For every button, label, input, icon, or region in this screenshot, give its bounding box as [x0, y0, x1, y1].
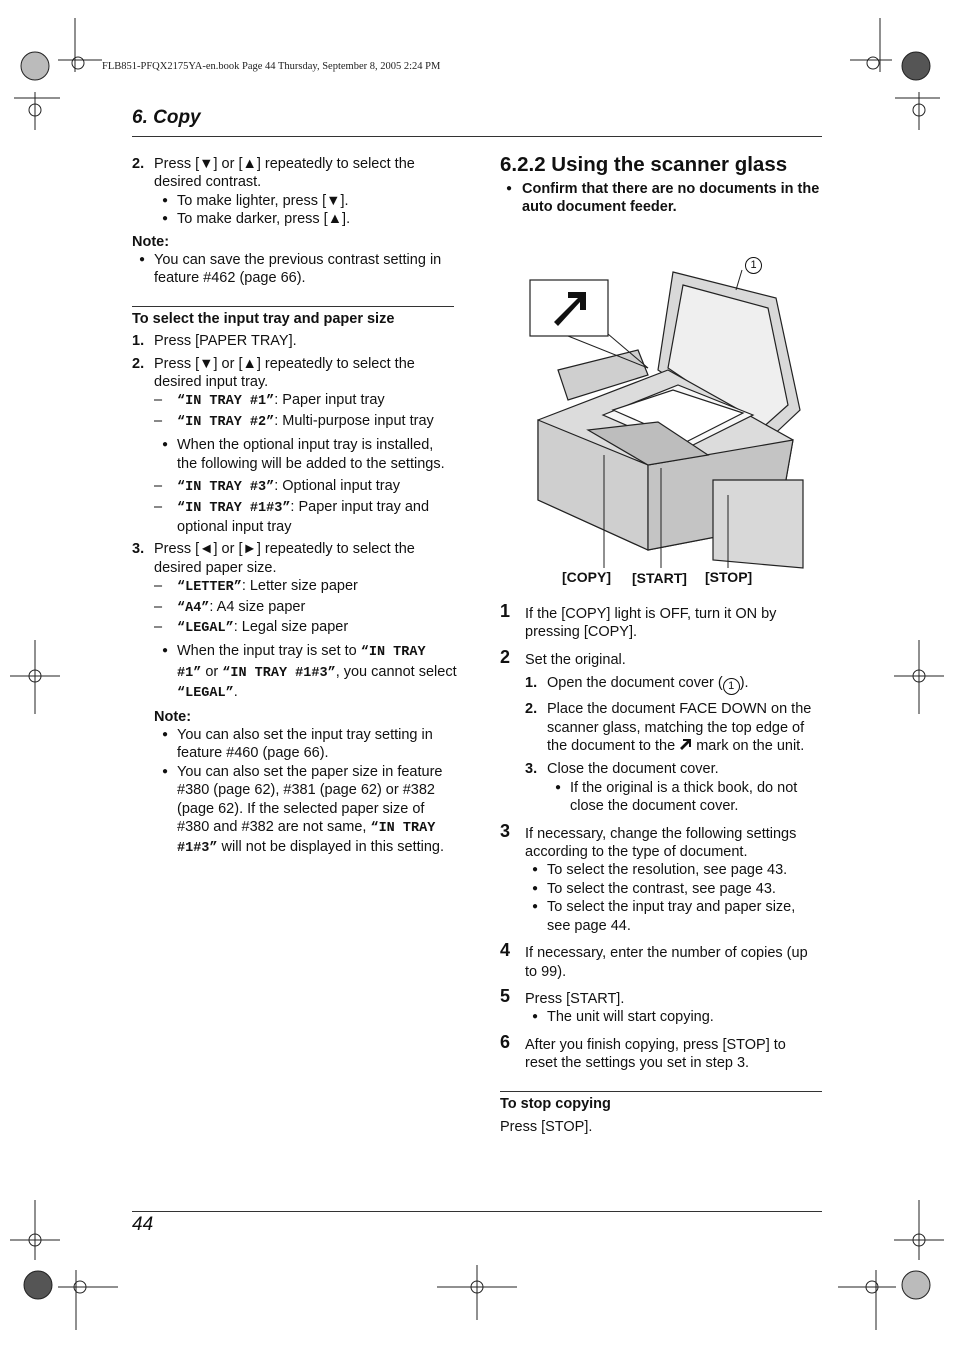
bullet-text: If the original is a thick book, do not close the document cover.	[570, 779, 798, 815]
step-text: Press [PAPER TRAY].	[154, 333, 297, 350]
text: , you cannot select	[335, 663, 457, 680]
text: ).	[739, 675, 749, 692]
step-text: Press [▼] or [▲] repeatedly to select the desired contrast.	[154, 156, 415, 191]
dash-item: – “IN TRAY #1#3”: Paper input tray and optional input tray	[154, 498, 430, 535]
callout-number: 1	[745, 257, 762, 274]
text: When the input tray is set to	[177, 643, 361, 660]
bullet-item	[132, 642, 457, 703]
left-column	[132, 155, 457, 859]
step	[132, 540, 457, 577]
stop-button-label: [STOP]	[705, 569, 753, 585]
option-text: : Paper input tray and optional input tray	[177, 498, 430, 535]
note-label: Note:	[154, 708, 192, 725]
chapter-title: 6. Copy	[132, 107, 201, 128]
step-text: If necessary, enter the number of copies (up to 99).	[525, 945, 808, 980]
step-text: Press [◄] or [►] repeatedly to select the desired paper size.	[154, 541, 415, 576]
step-text: Set the original.	[525, 651, 626, 668]
step	[500, 601, 822, 642]
bullet-item	[500, 861, 822, 879]
bullet-icon: ●	[532, 901, 539, 913]
section-title: 6.2.2 Using the scanner glass	[500, 153, 788, 176]
display-code: “LEGAL”	[177, 686, 234, 702]
bullet-icon: ●	[162, 439, 169, 451]
text: will not be displayed in this setting.	[217, 839, 445, 856]
dash-item: – “IN TRAY #3”: Optional input tray	[154, 478, 400, 496]
step-text: Press [START].	[525, 990, 625, 1007]
bullet-icon: ●	[162, 194, 169, 206]
right-steps	[500, 601, 822, 1136]
copy-button-label: [COPY]	[562, 569, 611, 585]
substep-number: 2.	[525, 701, 538, 718]
step-number: 1	[500, 601, 511, 621]
bullet-icon: ●	[532, 882, 539, 894]
step-number: 3.	[132, 541, 145, 558]
step-number: 2.	[132, 355, 145, 372]
bullet-item	[132, 251, 457, 288]
option-text: : Optional input tray	[274, 478, 400, 495]
text: mark on the unit.	[692, 738, 805, 755]
bullet-icon: ●	[506, 183, 513, 194]
bullet-icon: ●	[162, 213, 169, 225]
step-number: 3	[500, 820, 511, 841]
footer-rule	[132, 1211, 822, 1212]
section-rule	[500, 1091, 822, 1092]
bullet-icon: ●	[555, 781, 562, 793]
display-code: “LETTER”	[177, 580, 242, 596]
option-text: : Multi-purpose input tray	[274, 412, 434, 429]
section-rule	[132, 306, 454, 307]
bullet-icon: ●	[162, 645, 169, 657]
dash-item: – “LETTER”: Letter size paper	[154, 578, 358, 596]
step-text: If the [COPY] light is OFF, turn it ON by pressing [COPY].	[525, 606, 777, 641]
substep	[500, 760, 822, 778]
contrast-step	[132, 155, 457, 192]
bullet-item	[500, 880, 822, 898]
text: or	[201, 663, 223, 680]
step	[500, 820, 822, 862]
step	[500, 646, 822, 669]
display-code: “IN TRAY #1#3”	[177, 821, 436, 857]
substep	[500, 700, 822, 755]
display-code: “A4”	[177, 600, 210, 616]
substep-text: Close the document cover.	[547, 761, 719, 778]
step-number: 2.	[132, 156, 145, 172]
scanner-glass-illustration	[508, 250, 808, 585]
note-label: Note:	[132, 233, 170, 250]
display-code: “IN TRAY #1”	[177, 394, 275, 410]
step	[132, 355, 457, 392]
display-code: “IN TRAY #1”	[177, 645, 426, 681]
text: Open the document cover (	[547, 675, 723, 692]
dash-item: – “A4”: A4 size paper	[154, 598, 306, 616]
bullet-item	[500, 898, 822, 935]
bullet-item	[500, 779, 822, 816]
bullet-text: When the optional input tray is installed, the following will be added to the settings.	[177, 437, 445, 472]
step-number: 5	[500, 985, 511, 1006]
step-number: 6	[500, 1031, 511, 1052]
option-text: : Legal size paper	[233, 618, 349, 635]
bullet-text: To make darker, press [▲].	[177, 211, 351, 228]
step	[132, 332, 457, 350]
bullet-icon: ●	[162, 765, 169, 777]
book-info: FLB851-PFQX2175YA-en.book Page 44 Thursday, September 8, 2005 2:24 PM	[102, 61, 441, 72]
step	[500, 1031, 822, 1073]
bullet-text: To select the input tray and paper size, see page 44.	[547, 899, 796, 934]
bullet-item	[132, 726, 457, 763]
bullet-item	[132, 763, 457, 859]
bullet-item	[132, 192, 457, 210]
bullet-text: You can save the previous contrast setting in feature #462 (page 66).	[154, 252, 442, 287]
bullet-icon: ●	[139, 254, 146, 266]
tray-heading: To select the input tray and paper size	[132, 310, 395, 327]
text: Place the document FACE DOWN on the scanner glass, matching the top edge of the document to the	[547, 701, 812, 755]
option-text: : Letter size paper	[241, 578, 358, 595]
display-code: “IN TRAY #1#3”	[222, 665, 336, 681]
step-text: If necessary, change the following settings according to the type of document.	[525, 825, 797, 861]
step-number: 2	[500, 646, 511, 667]
bullet-icon: ●	[532, 1011, 539, 1023]
display-code: “LEGAL”	[177, 620, 234, 636]
bullet-text: The unit will start copying.	[547, 1009, 714, 1026]
option-text: : Paper input tray	[274, 392, 385, 409]
step	[500, 940, 822, 981]
bullet-text: To select the contrast, see page 43.	[547, 880, 776, 897]
confirm-bullet	[500, 180, 842, 217]
page-number: 44	[132, 1214, 154, 1235]
step-text: Press [▼] or [▲] repeatedly to select the desired input tray.	[154, 355, 415, 391]
stop-text: Press [STOP].	[500, 1118, 593, 1135]
option-text: : A4 size paper	[209, 598, 306, 615]
display-code: “IN TRAY #1#3”	[177, 500, 291, 516]
text: You can also set the paper size in feature #380 (page 62), #381 (page 62) or #382 (page 62). If the selected paper size of #380 and #382 are not same,	[177, 763, 443, 835]
bullet-text: Confirm that there are no documents in the auto document feeder.	[522, 181, 820, 216]
bullet-item	[132, 436, 457, 473]
callout-ref: 1	[723, 678, 740, 695]
bullet-icon: ●	[532, 864, 539, 876]
start-button-label: [START]	[632, 570, 687, 586]
header-rule	[132, 136, 822, 137]
dash-item: – “LEGAL”: Legal size paper	[154, 618, 349, 636]
substep	[500, 674, 822, 695]
display-code: “IN TRAY #2”	[177, 414, 275, 430]
bullet-text: To make lighter, press [▼].	[177, 192, 349, 209]
step-number: 1.	[132, 333, 145, 350]
bullet-text: To select the resolution, see page 43.	[547, 862, 788, 879]
bullet-text: You can also set the input tray setting in feature #460 (page 66).	[177, 726, 433, 762]
arrow-mark-icon	[679, 738, 692, 751]
step	[500, 985, 822, 1008]
stop-heading: To stop copying	[500, 1095, 611, 1112]
display-code: “IN TRAY #3”	[177, 480, 275, 496]
substep-number: 1.	[525, 675, 538, 692]
dash-item: – “IN TRAY #2”: Multi-purpose input tray	[154, 412, 434, 430]
dash-item: – “IN TRAY #1”: Paper input tray	[154, 392, 385, 410]
bullet-item	[132, 210, 457, 228]
step-number: 4	[500, 940, 511, 961]
step-text: After you finish copying, press [STOP] to reset the settings you set in step 3.	[525, 1036, 786, 1072]
bullet-icon: ●	[162, 728, 169, 740]
text: .	[233, 684, 238, 701]
substep-number: 3.	[525, 761, 538, 778]
bullet-item	[500, 1008, 822, 1026]
